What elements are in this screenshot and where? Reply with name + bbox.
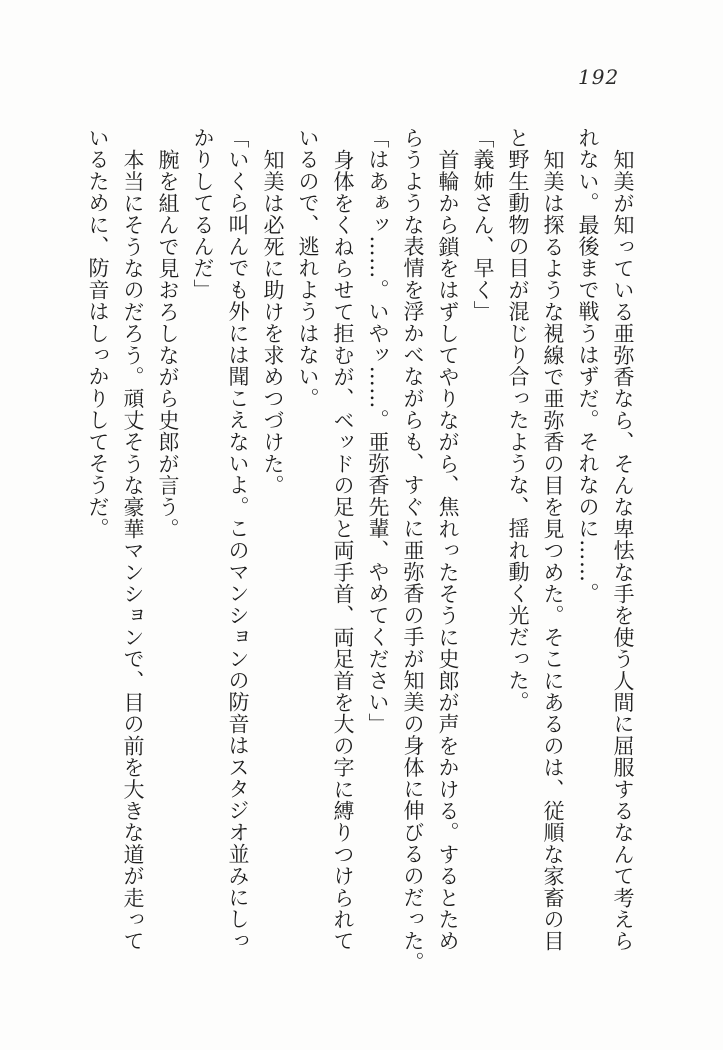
text-line: 知美が知っている亜弥香なら、そんな卑怯な手を使う人間に屈服するなんて考えら [611,148,635,952]
text-line: 「いくら叫んでも外には聞こえないよ。このマンションの防音はスタジオ並みにしっ [226,127,250,952]
text-line: 知美は探るような視線で亜弥香の目を見つめた。そこにあるのは、従順な家畜の目 [541,148,565,952]
text-line: 「はあぁッ……。いやッ……。亜弥香先輩、やめてください」 [366,127,390,735]
text-line: 本当にそうなのだろう。頑丈そうな豪華マンションで、目の前を大きな道が走って [121,148,145,952]
text-line: れない。最後まで戦うはずだ。それなのに……。 [576,127,600,605]
text-line: かりしてるんだ」 [191,127,215,301]
text-block [80,127,640,974]
text-line: いるために、防音はしっかりしてそうだ。 [86,127,110,540]
text-line: 「義姉さん、早く」 [471,127,495,323]
text-line: 身体をくねらせて拒むが、ベッドの足と両手首、両足首を大の字に縛りつけられて [331,148,355,952]
text-line: いるので、逃れようはない。 [296,127,320,410]
text-line: と野生動物の目が混じり合ったような、揺れ動く光だった。 [506,127,530,713]
page-number: 192 [578,65,620,89]
text-line: 知美は必死に助けを求めつづけた。 [261,148,285,496]
text-line: 首輪から鎖をはずしてやりながら、焦れったそうに史郎が声をかける。するとため [436,148,460,952]
text-line: らうような表情を浮かべながらも、すぐに亜弥香の手が知美の身体に伸びるのだった。 [401,127,425,974]
text-line: 腕を組んで見おろしながら史郎が言う。 [156,148,180,540]
